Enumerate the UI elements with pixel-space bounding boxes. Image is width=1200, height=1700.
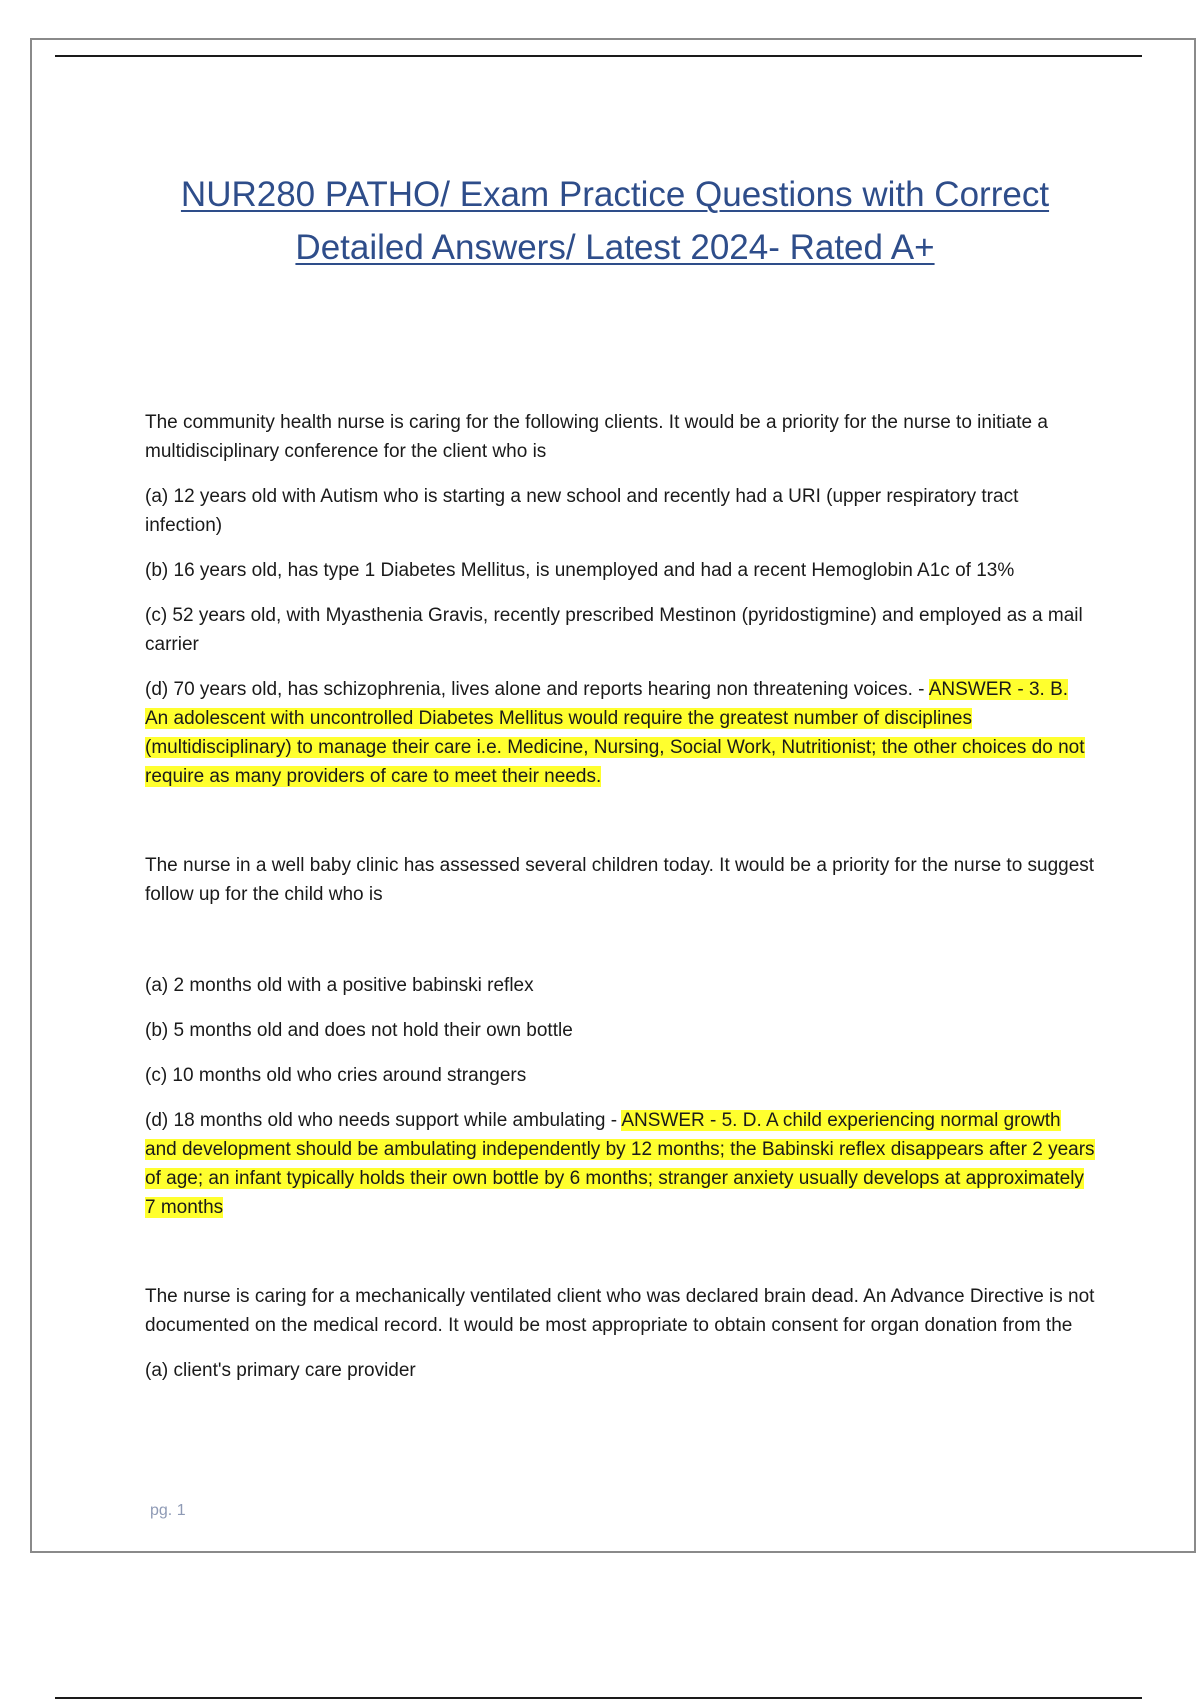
question-stem: The nurse in a well baby clinic has assessed several children today. It would be a priority for the nurse to suggest follow up for the child who is xyxy=(145,855,1095,905)
option-a: (a) 12 years old with Autism who is starting a new school and recently had a URI (upper respiratory tract infection) xyxy=(145,486,1019,536)
option-c: (c) 52 years old, with Myasthenia Gravis, recently prescribed Mestinon (pyridostigmine) and employed as a mail carrier xyxy=(145,605,1083,655)
option-b: (b) 5 months old and does not hold their own bottle xyxy=(145,1020,573,1041)
question-stem: The community health nurse is caring for the following clients. It would be a priority for the nurse to initiate a multidisciplinary conference for the client who is xyxy=(145,412,1048,462)
document-title xyxy=(120,168,1110,274)
page-number: pg. 1 xyxy=(150,1502,186,1519)
option-c: (c) 10 months old who cries around strangers xyxy=(145,1065,527,1086)
option-d: (d) 18 months old who needs support while ambulating - xyxy=(145,1110,622,1131)
question-block xyxy=(145,851,1095,1222)
answer-highlight: ANSWER - 5. D. A child experiencing normal growth and development should be ambulating independently by 12 months; the Babinski reflex disappears after 2 years of age; an infant typically holds their own bottle by 6 months; stranger anxiety usually develops at approximately 7 months xyxy=(145,1110,1095,1218)
option-d-with-answer xyxy=(145,1106,1095,1222)
answer-highlight: ANSWER - 3. B. An adolescent with uncontrolled Diabetes Mellitus would require the greatest number of disciplines (multidisciplinary) to manage their care i.e. Medicine, Nursing, Social Work, Nutritionist; the other choices do not require as many providers of care to meet their needs. xyxy=(145,679,1085,787)
question-block xyxy=(145,408,1095,791)
option-d-with-answer xyxy=(145,675,1095,791)
option-a: (a) client's primary care provider xyxy=(145,1360,416,1381)
option-a: (a) 2 months old with a positive babinski reflex xyxy=(145,975,534,996)
next-page-header-rule xyxy=(55,1697,1142,1699)
question-block xyxy=(145,1282,1095,1385)
question-stem: The nurse is caring for a mechanically ventilated client who was declared brain dead. An Advance Directive is not documented on the medical record. It would be most appropriate to obtain consent for organ donation from the xyxy=(145,1286,1095,1336)
title-line-2: Detailed Answers/ Latest 2024- Rated A+ xyxy=(295,228,935,267)
document-body xyxy=(145,408,1095,1401)
header-rule xyxy=(55,55,1142,57)
option-d: (d) 70 years old, has schizophrenia, lives alone and reports hearing non threatening voices. - xyxy=(145,679,929,700)
title-line-1: NUR280 PATHO/ Exam Practice Questions with Correct xyxy=(180,175,1050,214)
option-b: (b) 16 years old, has type 1 Diabetes Mellitus, is unemployed and had a recent Hemoglobin A1c of 13% xyxy=(145,560,1015,581)
